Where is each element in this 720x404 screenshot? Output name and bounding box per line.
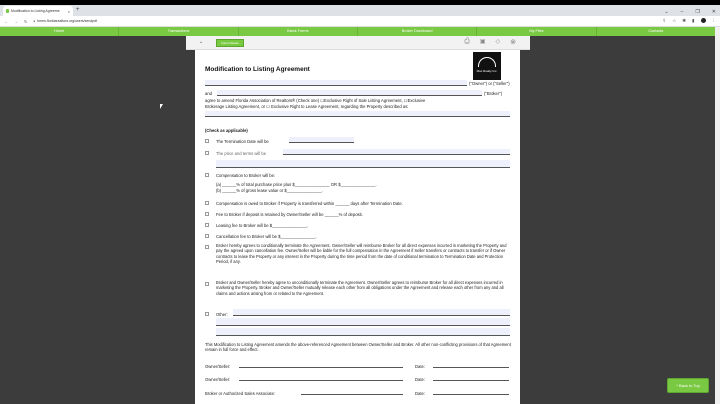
compensation-a: (a) ______% of total purchase price plus $_______________ OR $_______________. [216,182,377,187]
document-title: Modification to Listing Agreement [205,66,310,73]
preview-eye-icon[interactable]: ◇ [495,39,501,45]
signature-label-2: Owner/Seller: [205,377,231,382]
back-to-top-button[interactable] [667,378,709,393]
browser-tab[interactable] [3,6,73,16]
checkbox-fee-deposit[interactable] [205,212,209,216]
site-nav [0,27,715,36]
checkbox-conditional[interactable] [205,245,209,249]
broker-name-field[interactable] [217,90,482,96]
checkbox-termination[interactable] [205,139,209,143]
unconditional-termination-text: Broker and Owner/Seller hereby agree to unconditionally terminate the Agreement. Owner/Seller agrees to reimburse Broker for all direct expenses incurred in marketing the Property. Broker and Owner/Seller mutually release each other from all obligations under the Agreement and release each other from any and all claims and actions arising from or related to the Agreement. [216,280,504,296]
property-description-field[interactable] [205,111,510,117]
date-field-2[interactable] [433,375,509,381]
chevron-down-icon[interactable]: ⌄ [199,39,204,45]
chevron-up-icon: ^ [676,383,679,388]
lock-icon: ● [33,19,36,23]
nav-my-files[interactable]: My Files [477,27,596,36]
url-text: forms.floridarealtors.org/users/sendpdf [37,19,98,23]
date-label-3: Date: [415,391,426,396]
cancellation-fee-label: Cancellation fee to Broker will be $_______________. [216,234,317,239]
sidepanel-icon[interactable]: ▮ [692,18,695,23]
checkbox-leasing-fee[interactable] [205,223,209,227]
back-to-top-label: Back to Top [679,383,700,388]
signature-label-3: Broker or Authorized Sales Associate: [205,391,276,396]
compensation-b: (b) ______% of gross lease value or $_______________. [216,188,323,193]
leasing-fee-label: Leasing fee to Broker will be $_______________. [216,223,309,228]
url-field[interactable] [33,19,97,23]
checkbox-owed[interactable] [205,201,209,205]
checkbox-unconditional[interactable] [205,282,209,286]
termination-date-field[interactable] [289,137,354,143]
logo-text: Max Realty Inc. [476,69,498,73]
forward-icon[interactable]: → [14,18,18,24]
tab-close-icon[interactable]: × [67,8,70,14]
owed-label: Compensation is owed to Broker if Property is transferred within ______ days after Termination Date. [216,201,403,206]
insert-clause-button[interactable]: Insert Clause [216,39,244,47]
checkbox-compensation[interactable] [205,173,209,177]
price-terms-field-1[interactable] [283,149,510,155]
other-field-3[interactable] [216,328,510,336]
save-icon[interactable]: ▣ [479,39,486,45]
new-tab-button[interactable]: + [76,7,80,13]
checkbox-cancellation-fee[interactable] [205,234,209,238]
bookmark-star-icon[interactable]: ☆ [672,18,677,23]
address-bar [0,16,720,27]
extension-icons [662,18,716,24]
reload-icon[interactable]: ↻ [24,18,28,24]
mouse-cursor [160,104,163,109]
owner-name-field[interactable] [205,80,467,86]
signature-label-1: Owner/Seller: [205,364,231,369]
price-terms-field-2[interactable] [216,160,510,168]
favicon-icon [6,9,9,13]
viewer-toolbar [186,36,530,50]
menu-kebab-icon[interactable]: ⋮ [711,18,716,23]
checkbox-price-terms[interactable] [205,151,209,155]
close-circle-icon[interactable]: ⊗ [510,39,516,46]
date-label-1: Date: [415,364,426,369]
date-field-3[interactable] [433,389,509,395]
company-logo [473,52,501,80]
and-label: and [205,91,212,96]
checkbox-other[interactable] [205,312,209,316]
tab-title: Modification to Listing Agreeme [11,9,60,13]
nav-blank-forms[interactable]: Blank Forms [239,27,358,36]
back-icon[interactable]: ← [4,18,8,24]
tab-search-icon[interactable]: ⌄ [664,9,669,15]
window-controls [664,9,716,15]
price-terms-label: The price and terms will be [216,151,267,156]
nav-broker-dashboard[interactable]: Broker Dashboard [358,27,477,36]
signature-field-3[interactable] [301,389,403,395]
date-label-2: Date: [415,377,426,382]
close-window-icon[interactable]: ✕ [711,9,716,15]
signature-field-1[interactable] [239,362,403,368]
extensions-puzzle-icon[interactable]: ✱ [682,18,687,23]
profile-avatar-icon[interactable] [701,18,706,23]
check-heading: (Check as applicable) [205,128,248,133]
signature-field-2[interactable] [239,375,403,381]
nav-home[interactable]: Home [0,27,119,36]
print-icon[interactable]: ⎙ [464,38,470,45]
browser-tab-strip [0,5,720,16]
compensation-label: Compensation to Broker will be: [216,173,276,178]
other-field-2[interactable] [216,318,510,326]
mountain-logo-icon [478,57,496,67]
agree-line-2: Brokerage Listing Agreement, or ☐ Exclusive Right to Lease Agreement, regarding the Property described as: [205,104,409,109]
date-field-1[interactable] [433,362,509,368]
other-field-1[interactable] [233,309,510,316]
nav-contacts[interactable]: Contacts [648,29,664,33]
share-icon[interactable]: ⇪ [662,18,667,23]
page-scrollbar[interactable] [715,27,720,404]
termination-label: The Termination Date will be [216,139,269,144]
document-page [195,50,520,404]
other-label: Other: [216,312,228,317]
minimize-icon[interactable]: – [680,9,684,15]
nav-transactions[interactable]: Transactions [119,27,238,36]
agree-line-1: agree to amend Florida Association of Realtors® (Check one) ☐Exclusive Right of Sale Listing Agreement, ☐Exclusive [205,98,426,103]
conditional-termination-text: Broker hereby agrees to conditionally terminate the Agreement. Owner/Seller will reimburse Broker for all direct expenses incurred in marketing the Property and pay the agreed upon cancellation fee. Owner/Seller will be liable for the full compensation in the Agreement if Seller transfers or contracts to transfer or if Owner contracts to lease the Property or any interest in the Property during the time period from the date of conditional termination to Termination Date and Protection Period, if any. [216,243,507,265]
owner-suffix: ("Owner") or ("Seller") [469,81,510,86]
fee-deposit-label: Fee to Broker if deposit is retained by Owner/Seller will be ______% of deposit. [216,212,363,217]
closing-statement: This Modification to Listing Agreement amends the above-referenced Agreement between Owner/Seller and Broker. All other non-conflicting provisions of that Agreement remain in full force and effect. [205,342,511,353]
broker-suffix: ("Broker") [484,91,503,96]
maximize-icon[interactable]: ❐ [695,9,700,15]
